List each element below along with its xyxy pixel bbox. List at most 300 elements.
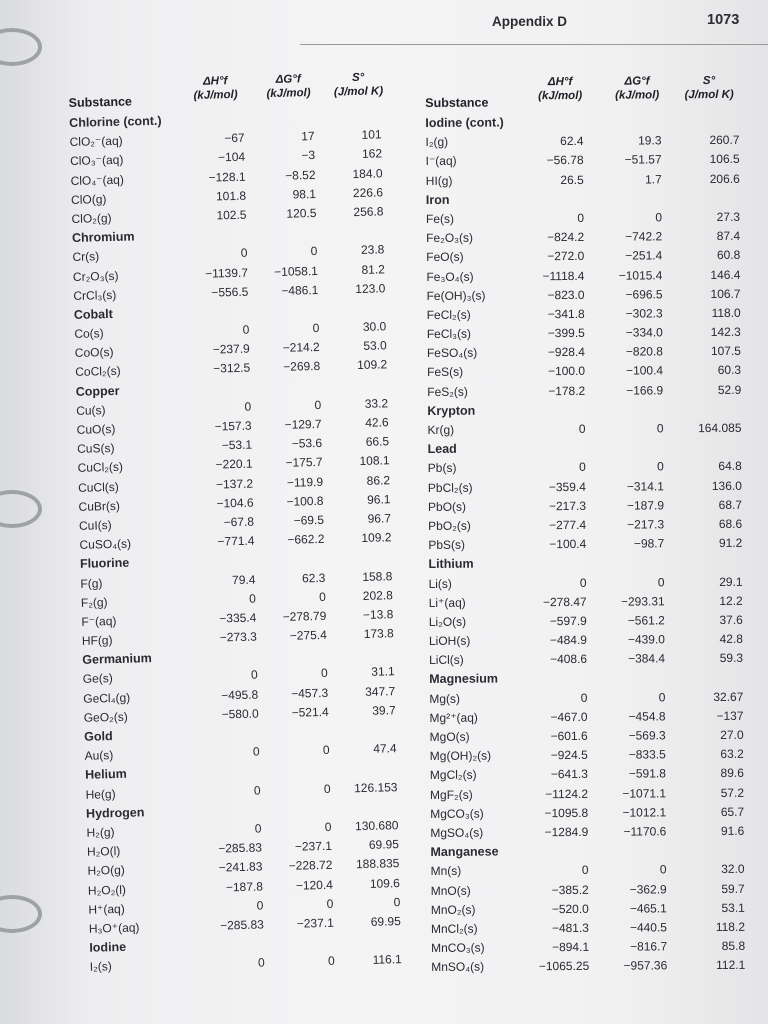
substance-name: CuO(s) <box>76 421 116 437</box>
table-row <box>426 208 746 229</box>
substance-name: MgCO₃(s) <box>430 806 484 821</box>
entropy-value: 39.7 <box>372 702 396 718</box>
substance-name: HI(g) <box>425 173 453 188</box>
substance-name: PbO(s) <box>427 499 467 514</box>
substance-name: LiCl(s) <box>429 652 464 668</box>
substance-name: MnO(s) <box>430 883 471 898</box>
section-heading: Chlorine (cont.) <box>69 113 162 130</box>
table-row <box>429 611 749 632</box>
gibbs-value: −98.7 <box>633 536 665 551</box>
gibbs-value: −833.5 <box>628 747 666 762</box>
enthalpy-value: −220.1 <box>215 456 253 472</box>
entropy-value: 91.6 <box>720 823 745 838</box>
substance-name: MnO₂(s) <box>430 902 476 917</box>
enthalpy-value: −399.5 <box>547 325 585 341</box>
enthalpy-value: −241.83 <box>218 859 263 875</box>
entropy-value: 52.9 <box>717 382 742 397</box>
entropy-value: 69.95 <box>370 913 401 929</box>
substance-name: LiOH(s) <box>428 633 471 649</box>
substance-name: Li₂O(s) <box>428 614 467 629</box>
gibbs-value: −957.36 <box>623 958 668 973</box>
entropy-value: 63.2 <box>720 746 744 762</box>
enthalpy-value: 0 <box>250 667 258 683</box>
entropy-value: 53.0 <box>363 338 387 354</box>
section-heading: Iodine <box>89 939 127 955</box>
gibbs-value: 62.3 <box>301 570 326 585</box>
gibbs-value: −454.8 <box>628 709 666 724</box>
gibbs-value: −1058.1 <box>273 263 319 279</box>
table-row <box>428 534 748 555</box>
enthalpy-value: −273.3 <box>219 629 257 645</box>
table-row <box>426 150 746 171</box>
entropy-value: 32.67 <box>713 689 744 704</box>
substance-name: I₂(g) <box>425 135 449 150</box>
entropy-value: 69.95 <box>368 837 400 853</box>
enthalpy-value: −1095.8 <box>544 805 589 820</box>
gibbs-value: −816.7 <box>630 939 668 954</box>
substance-name: Fe(OH)₃(s) <box>426 288 486 303</box>
entropy-value: 59.7 <box>721 881 745 896</box>
gibbs-value: 0 <box>655 210 663 225</box>
enthalpy-value: 0 <box>242 322 250 337</box>
entropy-value: 226.6 <box>352 185 384 200</box>
entropy-value: 164.085 <box>698 420 742 436</box>
table-row <box>431 860 751 881</box>
col-header-gibbs-symbol: ΔG°f <box>624 75 650 88</box>
gibbs-value: −217.3 <box>627 517 665 532</box>
substance-name: Kr(g) <box>427 422 455 437</box>
table-row <box>426 227 746 248</box>
enthalpy-value: −484.9 <box>549 632 588 648</box>
substance-name: ClO₂⁻(aq) <box>69 133 123 150</box>
gibbs-value: −561.2 <box>627 613 665 628</box>
enthalpy-value: −285.83 <box>219 917 265 933</box>
gibbs-value: −129.7 <box>284 416 322 432</box>
gibbs-value: −591.8 <box>628 766 666 781</box>
entropy-value: 109.6 <box>369 875 401 891</box>
gibbs-value: −384.4 <box>627 651 666 666</box>
gibbs-value: −457.3 <box>290 685 329 701</box>
enthalpy-value: 62.4 <box>560 134 584 149</box>
substance-name: Mg(OH)₂(s) <box>429 748 492 764</box>
enthalpy-value: −285.83 <box>218 840 263 856</box>
gibbs-value: −334.0 <box>625 325 663 340</box>
col-header-gibbs <box>253 72 324 102</box>
section-heading: Lead <box>427 441 457 457</box>
section-heading-row <box>429 668 749 689</box>
col-header-gibbs-symbol: ΔG°f <box>275 73 301 86</box>
section-heading: Iron <box>425 192 450 207</box>
substance-name: PbO₂(s) <box>428 518 471 533</box>
enthalpy-value: −467.0 <box>550 709 588 724</box>
gibbs-value: −166.9 <box>626 382 664 398</box>
enthalpy-value: −272.0 <box>547 249 585 264</box>
entropy-value: 347.7 <box>364 683 396 699</box>
binder-ring <box>0 28 42 66</box>
entropy-value: 107.5 <box>710 344 741 359</box>
enthalpy-value: 0 <box>257 955 265 970</box>
substance-name: MnCO₃(s) <box>431 940 485 956</box>
table-row <box>429 649 749 670</box>
table-row <box>430 726 750 747</box>
enthalpy-value: −128.1 <box>208 169 246 185</box>
substance-name: He(g) <box>85 786 116 802</box>
gibbs-value: −100.4 <box>625 363 664 379</box>
gibbs-value: 0 <box>310 244 318 259</box>
entropy-value: 31.1 <box>371 664 395 680</box>
enthalpy-value: −924.5 <box>550 748 588 763</box>
enthalpy-value: −277.4 <box>549 517 587 533</box>
table-row <box>430 802 750 823</box>
enthalpy-value: 79.4 <box>231 572 256 587</box>
substance-name: FeS₂(s) <box>427 384 468 399</box>
entropy-value: 184.0 <box>352 165 383 181</box>
table-row <box>427 361 747 382</box>
gibbs-value: 0 <box>322 743 330 758</box>
entropy-value: 33.2 <box>364 396 389 411</box>
appendix-title: Appendix D <box>492 14 568 29</box>
section-heading: Krypton <box>427 403 476 418</box>
gibbs-value: −662.2 <box>287 532 325 547</box>
section-heading: Germanium <box>82 651 152 668</box>
gibbs-value: −569.3 <box>628 728 666 743</box>
table-header <box>425 72 745 114</box>
substance-name: H₂O(l) <box>86 844 121 859</box>
enthalpy-value: −1118.4 <box>542 268 585 283</box>
entropy-value: 81.2 <box>361 261 386 277</box>
table-row <box>427 304 747 325</box>
entropy-value: 118.2 <box>715 919 746 934</box>
enthalpy-value: −217.3 <box>548 498 587 513</box>
entropy-value: −137 <box>716 708 744 723</box>
entropy-value: 68.6 <box>718 516 743 531</box>
enthalpy-value: 0 <box>581 863 589 878</box>
col-header-entropy <box>320 70 397 100</box>
gibbs-value: 0 <box>314 397 322 412</box>
entropy-value: 66.5 <box>365 434 390 450</box>
col-header-entropy <box>671 74 747 103</box>
substance-name: Cr₂O₃(s) <box>72 268 119 284</box>
gibbs-value: −53.6 <box>291 436 323 451</box>
table-row <box>425 131 745 152</box>
substance-name: MgF₂(s) <box>429 787 473 802</box>
gibbs-value: 19.3 <box>638 133 662 148</box>
entropy-value: 59.3 <box>719 651 744 666</box>
substance-name: H₂O(g) <box>87 863 125 879</box>
entropy-value: 23.8 <box>360 242 385 258</box>
enthalpy-value: −53.1 <box>221 437 253 453</box>
substance-name: Mg(s) <box>429 691 461 706</box>
substance-name: H₃O⁺(aq) <box>88 920 140 936</box>
enthalpy-value: −481.3 <box>551 920 590 936</box>
gibbs-value: 0 <box>659 862 667 877</box>
gibbs-value: −275.4 <box>289 627 327 643</box>
entropy-value: 65.7 <box>720 804 745 819</box>
substance-name: MnCl₂(s) <box>430 921 478 936</box>
table-row <box>430 783 750 804</box>
substance-name: I₂(s) <box>89 959 112 974</box>
enthalpy-value: 0 <box>249 591 257 606</box>
enthalpy-value: 0 <box>253 783 261 798</box>
substance-name: Cr(s) <box>72 249 100 265</box>
substance-name: Fe₃O₄(s) <box>426 269 474 284</box>
header-rule <box>300 44 768 45</box>
enthalpy-value: −104.6 <box>216 495 254 511</box>
enthalpy-value: −601.6 <box>550 728 588 744</box>
gibbs-value: −302.3 <box>625 306 663 321</box>
table-row <box>427 419 747 440</box>
substance-name: Pb(s) <box>427 461 457 476</box>
substance-name: H₂O₂(l) <box>87 882 127 898</box>
substance-name: FeO(s) <box>426 250 464 265</box>
substance-name: ClO₃⁻(aq) <box>69 153 124 169</box>
substance-name: F(g) <box>80 575 103 591</box>
gibbs-value: 0 <box>323 781 331 796</box>
entropy-value: 118.0 <box>711 305 741 320</box>
table-row <box>429 707 749 728</box>
substance-name: F⁻(aq) <box>81 613 117 629</box>
substance-name: HF(g) <box>81 633 113 648</box>
enthalpy-value: 0 <box>579 575 587 590</box>
entropy-value: 91.2 <box>718 535 743 551</box>
col-header-substance: Substance <box>425 95 489 110</box>
substance-name: PbS(s) <box>428 537 466 553</box>
enthalpy-value: −641.3 <box>550 767 588 782</box>
substance-name: PbCl₂(s) <box>427 480 473 495</box>
col-header-enthalpy-symbol: ΔH°f <box>547 75 573 89</box>
entropy-value: 106.7 <box>710 286 741 301</box>
entropy-value: 96.7 <box>367 511 392 526</box>
table-row <box>428 572 748 593</box>
gibbs-value: −521.4 <box>291 704 329 720</box>
section-heading: Copper <box>75 383 120 399</box>
gibbs-value: 0 <box>656 421 664 436</box>
section-heading-row <box>425 112 745 133</box>
table-row <box>431 918 751 939</box>
entropy-value: 96.1 <box>366 492 391 507</box>
substance-name: MgO(s) <box>429 729 470 744</box>
entropy-value: 256.8 <box>353 204 384 220</box>
section-heading: Chromium <box>71 229 135 246</box>
enthalpy-value: 0 <box>252 744 260 759</box>
table-row <box>428 476 748 497</box>
entropy-value: 12.2 <box>719 593 743 608</box>
enthalpy-value: −100.4 <box>549 537 587 552</box>
enthalpy-value: −157.3 <box>214 418 252 434</box>
table-row <box>428 496 748 517</box>
substance-name: MgCl₂(s) <box>429 768 477 783</box>
table-row <box>427 380 747 401</box>
gibbs-value: −278.79 <box>282 608 327 624</box>
section-heading: Helium <box>84 767 127 783</box>
enthalpy-value: −237.9 <box>212 341 250 357</box>
col-header-gibbs-unit: (kJ/mol) <box>266 87 311 101</box>
entropy-value: 142.3 <box>710 324 741 340</box>
gibbs-value: −1170.6 <box>623 824 667 839</box>
entropy-value: 68.7 <box>718 497 743 512</box>
substance-name: CuSO₄(s) <box>79 536 132 552</box>
entropy-value: 27.0 <box>720 727 744 742</box>
enthalpy-value: −341.8 <box>547 306 585 322</box>
section-heading-row <box>428 438 748 459</box>
gibbs-value: 0 <box>657 574 665 589</box>
gibbs-value: −1015.4 <box>618 267 663 283</box>
section-heading-row <box>430 841 750 862</box>
enthalpy-value: −137.2 <box>215 476 254 492</box>
substance-name: MnSO₄(s) <box>431 959 485 975</box>
entropy-value: 123.0 <box>355 281 386 296</box>
table-row <box>427 323 747 344</box>
enthalpy-value: −520.0 <box>551 901 589 916</box>
enthalpy-value: −928.4 <box>547 345 585 360</box>
enthalpy-value: −823.0 <box>547 287 585 302</box>
substance-name: FeSO₄(s) <box>426 345 478 361</box>
entropy-value: 101 <box>361 127 382 143</box>
table-row <box>428 515 748 536</box>
gibbs-value: 0 <box>326 896 334 911</box>
enthalpy-value: −100.0 <box>547 364 586 379</box>
enthalpy-value: −178.2 <box>548 383 586 398</box>
table-row <box>429 591 749 612</box>
enthalpy-value: 0 <box>579 460 586 475</box>
gibbs-value: −251.4 <box>625 248 663 263</box>
enthalpy-value: −1065.25 <box>538 959 590 974</box>
table-row <box>426 246 746 267</box>
gibbs-value: −1012.1 <box>622 805 667 820</box>
col-header-entropy-unit: (J/mol K) <box>333 85 384 99</box>
substance-name: CuBr(s) <box>78 498 121 514</box>
section-heading: Manganese <box>430 844 499 860</box>
gibbs-value: −8.52 <box>284 167 316 183</box>
table-row <box>430 764 750 785</box>
gibbs-value: 17 <box>301 129 315 144</box>
substance-name: F₂(g) <box>80 594 108 610</box>
gibbs-value: −820.8 <box>625 344 663 359</box>
entropy-value: 158.8 <box>362 568 393 584</box>
entropy-value: 89.6 <box>720 766 744 781</box>
entropy-value: 106.5 <box>709 152 740 167</box>
section-heading-row <box>426 189 746 210</box>
entropy-value: 206.6 <box>709 171 740 186</box>
enthalpy-value: −1139.7 <box>204 265 249 281</box>
entropy-value: 47.4 <box>373 741 397 756</box>
table-right-body <box>425 112 751 978</box>
table-row <box>429 687 749 708</box>
entropy-value: 60.8 <box>716 248 741 263</box>
section-heading: Gold <box>84 729 113 744</box>
gibbs-value: −187.9 <box>626 498 665 513</box>
gibbs-value: −237.1 <box>294 838 333 854</box>
enthalpy-value: −580.0 <box>221 706 259 722</box>
substance-name: CuCl(s) <box>77 479 119 495</box>
col-header-entropy-unit: (J/mol K) <box>684 88 734 102</box>
enthalpy-value: −894.1 <box>552 939 590 955</box>
substance-name: H₂(g) <box>86 825 115 840</box>
entropy-value: 126.153 <box>353 779 398 795</box>
col-header-enthalpy <box>525 75 595 103</box>
gibbs-value: −362.9 <box>629 881 667 897</box>
entropy-value: 64.8 <box>718 459 742 474</box>
substance-name: Fe(s) <box>425 211 455 226</box>
enthalpy-value: 0 <box>240 245 248 261</box>
entropy-value: 112.1 <box>716 958 746 973</box>
enthalpy-value: 0 <box>577 210 585 225</box>
enthalpy-value: 102.5 <box>216 207 247 223</box>
gibbs-value: −696.5 <box>625 287 663 302</box>
enthalpy-value: −312.5 <box>213 361 251 376</box>
binder-ring <box>0 490 42 528</box>
enthalpy-value: 0 <box>244 399 252 414</box>
substance-name: Ge(s) <box>82 671 113 687</box>
entropy-value: 136.0 <box>711 478 742 493</box>
col-header-enthalpy-unit: (kJ/mol) <box>193 88 238 102</box>
gibbs-value: −51.57 <box>624 152 662 167</box>
entropy-value: 0 <box>393 894 401 909</box>
gibbs-value: −314.1 <box>626 478 664 494</box>
gibbs-value: 0 <box>658 689 666 705</box>
enthalpy-value: −597.9 <box>549 613 587 629</box>
gibbs-value: −100.8 <box>286 493 324 509</box>
entropy-value: −13.8 <box>362 607 394 622</box>
table-right <box>425 72 751 978</box>
substance-name: H⁺(aq) <box>88 901 125 917</box>
gibbs-value: −119.9 <box>286 474 324 490</box>
enthalpy-value: −67 <box>224 130 245 146</box>
entropy-value: 173.8 <box>363 626 394 642</box>
gibbs-value: 0 <box>657 459 664 474</box>
substance-name: Li(s) <box>428 576 452 591</box>
table-row <box>428 457 748 478</box>
enthalpy-value: −385.2 <box>551 882 589 897</box>
entropy-value: 202.8 <box>362 587 393 603</box>
section-heading-row <box>428 553 748 574</box>
entropy-value: 42.6 <box>365 415 389 430</box>
substance-name: FeCl₃(s) <box>426 326 472 342</box>
entropy-value: 146.4 <box>710 267 741 282</box>
substance-name: CrCl₃(s) <box>73 287 117 303</box>
substance-name: MgSO₄(s) <box>430 825 484 840</box>
entropy-value: 27.3 <box>716 209 741 224</box>
table-row <box>431 937 751 958</box>
enthalpy-value: −1124.2 <box>545 786 589 801</box>
enthalpy-value: −408.6 <box>549 652 588 667</box>
enthalpy-value: −104 <box>217 150 246 165</box>
enthalpy-value: 0 <box>578 421 586 436</box>
gibbs-value: 0 <box>312 321 320 336</box>
entropy-value: 87.4 <box>716 228 741 244</box>
substance-name: CoCl₂(s) <box>75 364 121 380</box>
substance-name: Li⁺(aq) <box>428 595 466 610</box>
page-number: 1073 <box>707 12 740 28</box>
entropy-value: 29.1 <box>719 574 743 589</box>
substance-name: Au(s) <box>84 748 114 763</box>
section-heading: Fluorine <box>79 555 130 572</box>
substance-name: GeCl₄(g) <box>83 690 131 706</box>
gibbs-value: −228.72 <box>288 858 333 874</box>
substance-name: I⁻(aq) <box>425 154 457 169</box>
entropy-value: 32.0 <box>721 862 745 877</box>
substance-name: ClO(g) <box>70 191 107 207</box>
substance-name: ClO₄⁻(aq) <box>70 172 125 188</box>
table-left-body <box>69 106 420 977</box>
table-row <box>431 956 751 977</box>
col-header-substance: Substance <box>68 94 133 110</box>
substance-name: FeCl₂(s) <box>426 307 471 322</box>
substance-name: CuI(s) <box>78 518 112 533</box>
col-header-entropy-symbol: S° <box>351 71 365 85</box>
entropy-value: 108.1 <box>359 453 390 469</box>
gibbs-value: −269.8 <box>283 359 321 375</box>
